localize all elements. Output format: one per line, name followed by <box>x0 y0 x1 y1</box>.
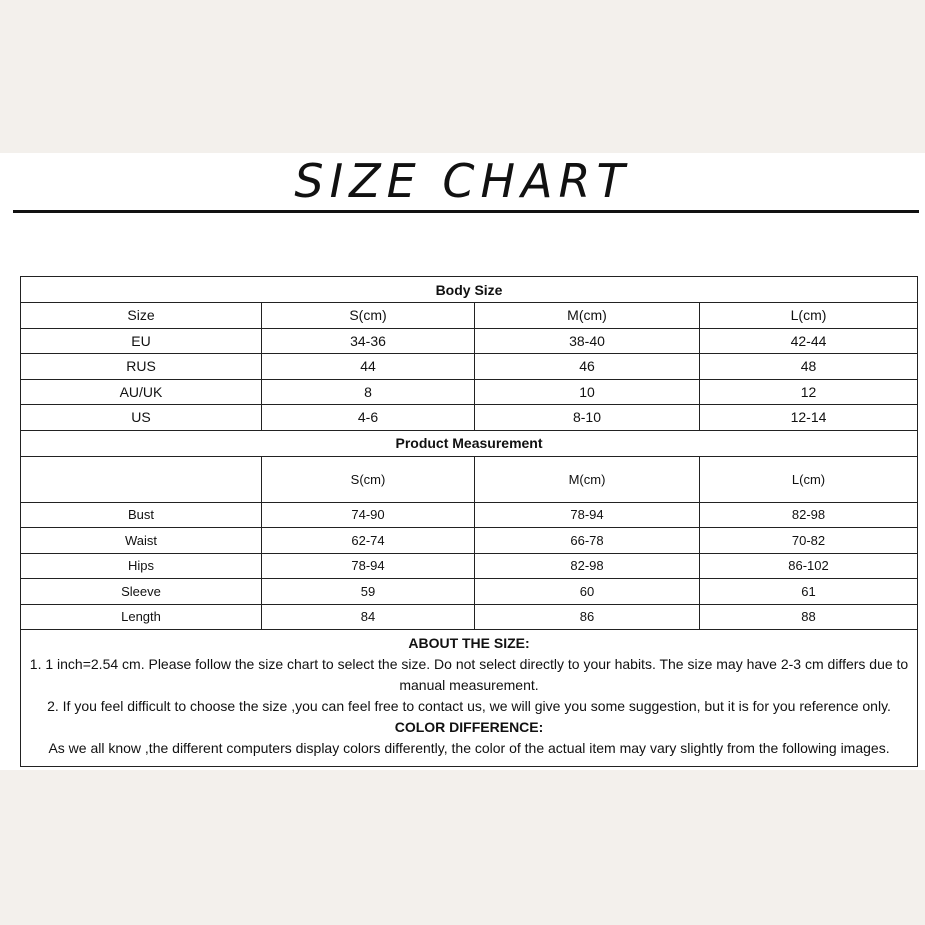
table-cell: 42-44 <box>700 328 918 354</box>
product-measurement-header-row <box>21 456 918 502</box>
about-size-note-1: 1. 1 inch=2.54 cm. Please follow the size chart to select the size. Do not select directly to your habits. The size may have 2-3 cm differs due to manual measurement. <box>29 656 909 693</box>
row-label: US <box>21 405 262 431</box>
table-cell: 4-6 <box>262 405 475 431</box>
page-title: SIZE CHART <box>294 154 631 208</box>
table-row <box>21 328 918 354</box>
table-cell: 70-82 <box>700 528 918 554</box>
notes-section <box>21 630 918 767</box>
table-row <box>21 405 918 431</box>
table-row <box>21 604 918 630</box>
column-header: Size <box>21 303 262 329</box>
column-header <box>21 456 262 502</box>
table-row <box>21 354 918 380</box>
table-row <box>21 553 918 579</box>
table-cell: 12 <box>700 379 918 405</box>
table-cell: 44 <box>262 354 475 380</box>
table-cell: 12-14 <box>700 405 918 431</box>
color-difference-note: As we all know ,the different computers display colors differently, the color of the actual item may vary slightly from the following images. <box>48 740 890 756</box>
about-size-note-2: 2. If you feel difficult to choose the size ,you can feel free to contact us, we will give you some suggestion, but it is for you reference only. <box>47 698 891 714</box>
table-cell: 86 <box>475 604 700 630</box>
column-header: S(cm) <box>262 456 475 502</box>
table-row <box>21 379 918 405</box>
table-cell: 82-98 <box>700 502 918 528</box>
table-cell: 8-10 <box>475 405 700 431</box>
table-row <box>21 528 918 554</box>
table-cell: 61 <box>700 579 918 605</box>
column-header: M(cm) <box>475 303 700 329</box>
table-cell: 88 <box>700 604 918 630</box>
product-measurement-heading: Product Measurement <box>21 430 918 456</box>
table-cell: 78-94 <box>475 502 700 528</box>
table-cell: 8 <box>262 379 475 405</box>
column-header: L(cm) <box>700 456 918 502</box>
color-difference-heading: COLOR DIFFERENCE: <box>394 719 544 735</box>
table-cell: 86-102 <box>700 553 918 579</box>
title-divider <box>13 210 919 213</box>
row-label: RUS <box>21 354 262 380</box>
table-row <box>21 579 918 605</box>
table-cell: 46 <box>475 354 700 380</box>
body-size-header-row <box>21 303 918 329</box>
size-chart-sheet <box>0 153 925 770</box>
table-cell: 34-36 <box>262 328 475 354</box>
table-cell: 60 <box>475 579 700 605</box>
row-label: Bust <box>21 502 262 528</box>
table-cell: 84 <box>262 604 475 630</box>
column-header: S(cm) <box>262 303 475 329</box>
table-cell: 74-90 <box>262 502 475 528</box>
row-label: Length <box>21 604 262 630</box>
table-cell: 48 <box>700 354 918 380</box>
column-header: L(cm) <box>700 303 918 329</box>
table-cell: 82-98 <box>475 553 700 579</box>
table-cell: 62-74 <box>262 528 475 554</box>
body-size-heading: Body Size <box>21 277 918 303</box>
table-cell: 38-40 <box>475 328 700 354</box>
row-label: Waist <box>21 528 262 554</box>
row-label: EU <box>21 328 262 354</box>
size-chart-table <box>20 276 918 767</box>
column-header: M(cm) <box>475 456 700 502</box>
table-cell: 78-94 <box>262 553 475 579</box>
table-cell: 59 <box>262 579 475 605</box>
about-size-heading: ABOUT THE SIZE: <box>408 635 530 651</box>
table-row <box>21 502 918 528</box>
row-label: Hips <box>21 553 262 579</box>
table-cell: 10 <box>475 379 700 405</box>
row-label: Sleeve <box>21 579 262 605</box>
table-cell: 66-78 <box>475 528 700 554</box>
row-label: AU/UK <box>21 379 262 405</box>
